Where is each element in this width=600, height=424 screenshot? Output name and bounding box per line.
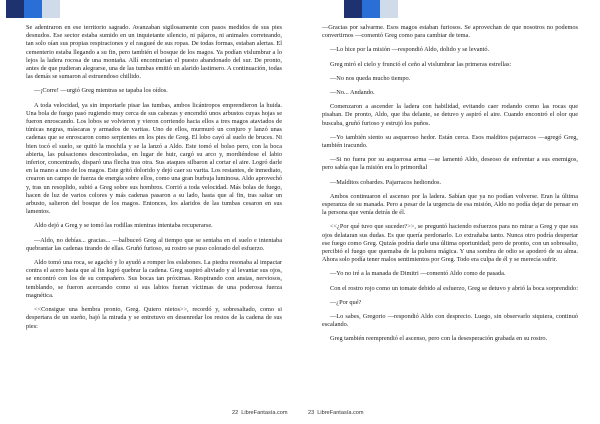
paragraph: —No nos queda mucho tiempo. [330, 74, 411, 82]
page-number: 22 [232, 410, 239, 416]
paragraph: Aldo tomó una roca, se agachó y lo ayudó a romper los eslabones. La piedra resonaba al impactar contra el acero hasta que al fin logró quebrar la cadena. Greg suspiró aliviado y al levantar sus ojos, se encontró con los de su compañero. Sus bocas tan próximas. Respirando con ansias, nerviosos, temblando, se fueron acercando como si sus labios fueran víctimas de una poderosa fuerza magnética. [26, 259, 282, 299]
paragraph: —Yo también siento su asqueroso hedor. Están cerca. Esos malditos pajarracos —agregó Greg, también iracundo. [322, 133, 578, 150]
paragraph: —Malditos cobardes. Pajarracos hediondos. [330, 178, 442, 186]
paragraph: —No... Andando. [330, 89, 375, 97]
paragraph: —Aldo, no debías... gracias... —balbuceó Greg al tiempo que se sentaba en el suelo e intentaba quebrantar las cadenas tirando de ellas. Gruñó furioso, su rostro se puso colorado del esfuerzo. [26, 236, 282, 252]
color-tab [24, 0, 42, 18]
paragraph: —Lo hice por la misión —respondió Aldo, dolido y se levantó. [330, 46, 490, 54]
color-tabs [6, 0, 60, 18]
page-footer [232, 410, 288, 416]
paragraph: —¿Por qué? [330, 298, 362, 306]
page-text [322, 24, 578, 350]
footer-site-label: LibreFantasía.com [241, 410, 288, 416]
color-tab [6, 0, 24, 18]
paragraph: —¡Corre! —urgió Greg mientras se tapaba los oídos. [34, 87, 168, 95]
paragraph: —Si no fuera por su asquerosa arma —se lamentó Aldo, deseoso de enfrentar a sus enemigos, pero sabía que la misión era lo primordial [322, 156, 578, 172]
paragraph: —Gracias por salvarme. Esos magos estaban furiosos. Se aprovechan de que nosotros no podemos convertirnos —comentó Greg como para cambiar de tema. [322, 24, 578, 40]
paragraph: —Lo sabes, Gregorio —respondió Aldo con desprecio. Luego, sin observarlo siquiera, continuó escalando. [322, 313, 578, 329]
right-page [300, 0, 600, 424]
page-footer [308, 410, 364, 416]
paragraph: Greg también reemprendió el ascenso, pero con la desesperación grabada en su rostro. [330, 335, 548, 343]
page-text [26, 24, 282, 337]
footer-site-label: LibreFantasía.com [317, 410, 364, 416]
color-tabs [344, 0, 398, 18]
color-tab [42, 0, 60, 18]
paragraph: Greg miró el cielo y frunció el ceño al vislumbrar las primeras estrellas: [330, 60, 512, 68]
page-number: 23 [308, 410, 315, 416]
paragraph: A toda velocidad, ya sin importarle pisar las tumbas, ambos licántropos emprendieron la huida. Una bola de fuego pasó rugiendo muy cerca de sus cabezas y encendió unos arbustos cuyas hojas se fueron enroscando. Los lobos se volvieron y vieron corriendo hacia ellos a tres magos ataviados de túnicas negras, máscaras y armados de varitas. Uno de ellos, murmuró un conjuro y lanzó unas cadenas que se enroscaron como serpientes en los pies de Greg. El lobo cayó al suelo de bruces. Ni bien tocó el suelo, se quitó la mochila y se la lanzó a Aldo. Este tomó el bolso pero, con la boca abierta, las pulsaciones descontroladas, en lugar de huir, cargó su arco y, mordiéndose el labio inferior, concentrado, disparó una flecha tras otra. Sus ataques silbaron al cortar el aire. Logró darle en la mano a uno de los magos. Este gritó dolorido y dejó caer su varita. Los restantes, de inmediato, crearon un campo de fuerza de energía sobre ellos, como una gran burbuja luminosa. Aldo aprovechó y, tras un resoplido, subió a Greg sobre sus hombros. Corrió a toda velocidad. Más bolas de fuego, hacen de luz de varios colores y más cadenas pasaron a su lado, hasta que al fin, tras saltar un arbusto, salieron del bosque de los magos. Entonces, los alaridos de las tumbas cesaron en sus lamentos. [26, 101, 282, 216]
paragraph: Se adentraron en ese territorio sagrado. Avanzaban sigilosamente con pasos medidos de sus pies desnudos. Ese sector estaba sumido en un inquietante silencio, ni pájaros, ni animales correteando, tan solo oían sus propias respiraciones y el rasgueé de sus ropas. De todas formas, estaban alertas. El cementerio estaba llegando a su fin, pero también el bosque de los magos. Ya podían vislumbrar a lo lejos la ladera rocosa de una montaña. Allí encontrarían el puesto abandonado del sur. De pronto, antes de que pudieran alegrarse, una de las tumbas emitió un alarido lastimero. A continuación, todas las demás se sumaron al estruendoso chillido. [26, 24, 282, 81]
paragraph: —Yo no iré a la manada de Dimitri —comentó Aldo como de pasada. [330, 270, 506, 278]
paragraph: Aldo dejó a Greg y se tomó las rodillas mientras intentaba recuperarse. [34, 222, 213, 230]
paragraph: Comenzaron a ascender la ladera con habilidad, evitando caer rodando como las rocas que pisaban. De pronto, Aldo, que iba delante, se detuvo y aspiró el aire. Cuando encontró el olor que buscaba, gruñó furioso y estrujó los puños. [322, 103, 578, 127]
color-tab [362, 0, 380, 18]
color-tab [344, 0, 362, 18]
paragraph: Con el rostro rojo como un tomate debido al esfuerzo, Greg se detuvo y abrió la boca sorprendido: [330, 284, 578, 292]
paragraph: <<Consigue una hembra pronto, Greg. Quiero nietos>>, recordó y, sobresaltado, como si despertara de un sueño, bajó la mirada y se entretuvo en desenredar los restos de la cadena de sus pies: [26, 306, 282, 330]
color-tab [380, 0, 398, 18]
paragraph: <<¿Por qué tuvo que suceder?>>, se preguntó haciendo esfuerzos para no mirar a Greg y que sus ojos delataran sus dudas. Es que quería perdonarlo. Lo extrañaba tanto. Nunca otro podría despertar ese fuego como Greg. Quizás podría darle una última oportunidad; pero de pronto, con un sobresalto, percibió el fuego que quemaba de la pulsera mágica. Y una sombra de odio se apoderó de su alma. Ahora solo podía tener malos sentimientos por Greg. Todo era culpa de él y se merecía sufrir. [322, 223, 578, 264]
paragraph: Ambos continuaron el ascenso por la ladera. Sabían que ya no podían volverse. Eran la última esperanza de su manada. Pero a pesar de la urgencia de esa misión, Aldo no podía dejar de pensar en la persona que venía detrás de él. [322, 192, 578, 217]
